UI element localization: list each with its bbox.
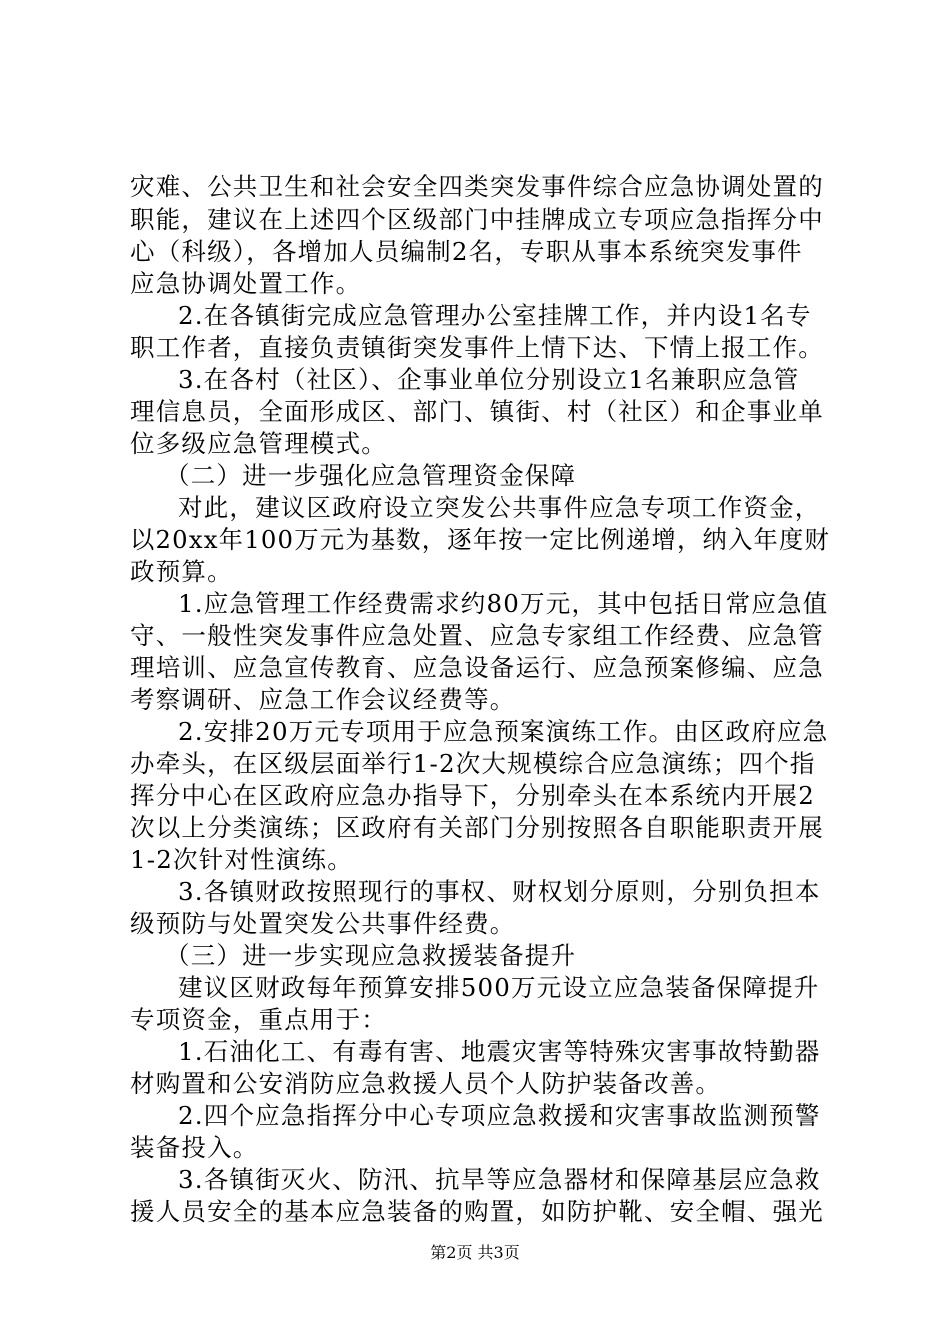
text-line: 1-2次针对性演练。 bbox=[130, 845, 353, 874]
text-line: 对此，建议区政府设立突发公共事件应急专项工作资金， bbox=[178, 493, 821, 522]
text-line: 职工作者，直接负责镇街突发事件上情下达、下情上报工作。 bbox=[130, 333, 824, 362]
page-number-footer: 第2页 共3页 bbox=[430, 1243, 520, 1262]
text-line: 次以上分类演练；区政府有关部门分别按照各自职能职责开展 bbox=[130, 813, 824, 842]
text-line: 3.在各村（社区）、企事业单位分别设立1名兼职应急管 bbox=[178, 365, 800, 394]
text-line: 理培训、应急宣传教育、应急设备运行、应急预案修编、应急 bbox=[130, 653, 824, 682]
text-line: 挥分中心在区政府应急办指导下，分别牵头在本系统内开展2 bbox=[130, 781, 815, 810]
text-line: 3.各镇街灭火、防汛、抗旱等应急器材和保障基层应急救 bbox=[178, 1165, 821, 1194]
text-line: 考察调研、应急工作会议经费等。 bbox=[130, 685, 516, 714]
text-line: 1.石油化工、有毒有害、地震灾害等特殊灾害事故特勤器 bbox=[178, 1037, 821, 1066]
text-line: 守、一般性突发事件应急处置、应急专家组工作经费、应急管 bbox=[130, 621, 824, 650]
text-line: 灾难、公共卫生和社会安全四类突发事件综合应急协调处置的 bbox=[130, 172, 824, 201]
text-line: 2.四个应急指挥分中心专项应急救援和灾害事故监测预警 bbox=[178, 1101, 821, 1130]
text-line: 以20xx年100万元为基数，逐年按一定比例递增，纳入年度财 bbox=[130, 525, 831, 554]
section-heading: （二）进一步强化应急管理资金保障 bbox=[165, 461, 577, 490]
text-line: 办牵头，在区级层面举行1-2次大规模综合应急演练；四个指 bbox=[130, 749, 816, 778]
text-line: 心（科级），各增加人员编制2名，专职从事本系统突发事件 bbox=[130, 237, 803, 266]
text-line: 装备投入。 bbox=[130, 1133, 259, 1162]
text-line: 建议区财政每年预算安排500万元设立应急装备保障提升 bbox=[178, 973, 820, 1002]
text-line: 政预算。 bbox=[130, 557, 233, 586]
section-heading: （三）进一步实现应急救援装备提升 bbox=[165, 941, 577, 970]
text-line: 位多级应急管理模式。 bbox=[130, 429, 387, 458]
text-line: 理信息员，全面形成区、部门、镇街、村（社区）和企事业单 bbox=[130, 397, 824, 426]
text-line: 专项资金，重点用于： bbox=[130, 1005, 387, 1034]
text-line: 援人员安全的基本应急装备的购置，如防护靴、安全帽、强光 bbox=[130, 1197, 824, 1226]
text-line: 应急协调处置工作。 bbox=[130, 269, 362, 298]
text-line: 2.安排20万元专项用于应急预案演练工作。由区政府应急 bbox=[178, 717, 829, 746]
text-line: 1.应急管理工作经费需求约80万元，其中包括日常应急值 bbox=[178, 589, 829, 618]
text-line: 级预防与处置突发公共事件经费。 bbox=[130, 909, 516, 938]
text-line: 3.各镇财政按照现行的事权、财权划分原则，分别负担本 bbox=[178, 877, 821, 906]
text-line: 材购置和公安消防应急救援人员个人防护装备改善。 bbox=[130, 1069, 722, 1098]
text-line: 职能，建议在上述四个区级部门中挂牌成立专项应急指挥分中 bbox=[130, 205, 824, 234]
text-line: 2.在各镇街完成应急管理办公室挂牌工作，并内设1名专 bbox=[178, 301, 812, 330]
